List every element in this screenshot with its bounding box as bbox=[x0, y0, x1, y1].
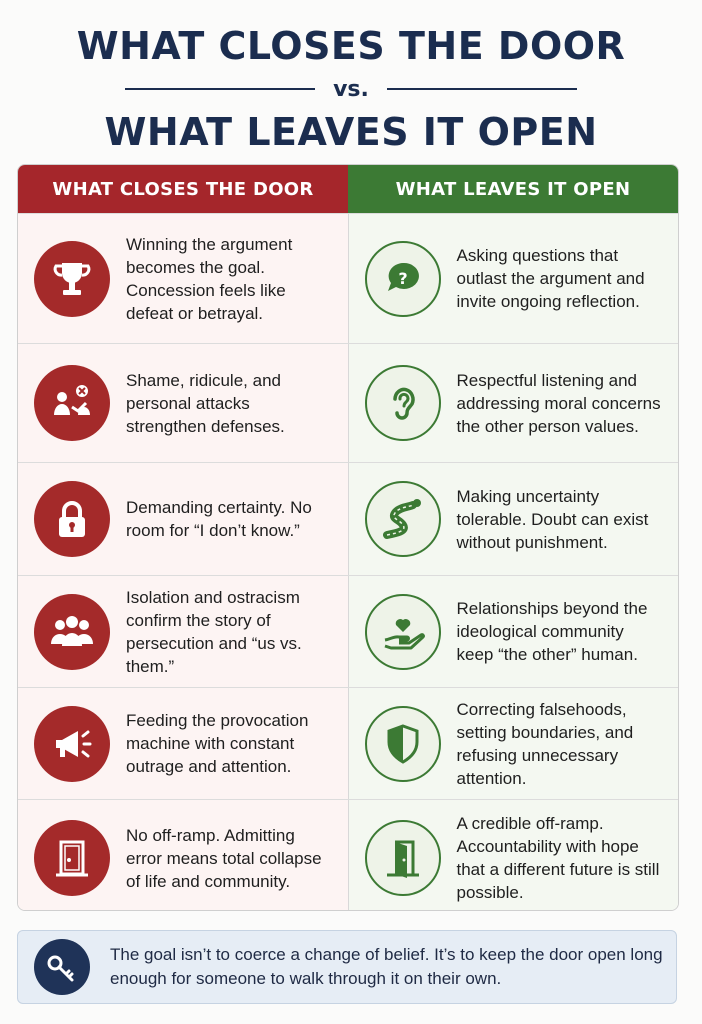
title-line-1: WHAT CLOSES THE DOOR bbox=[76, 24, 626, 68]
closes-text: Isolation and ostracism confirm the story of persecution and “us vs. them.” bbox=[126, 587, 302, 676]
closes-text: No off-ramp. Admitting error means total collapse of life and community. bbox=[126, 825, 322, 891]
open-door-icon bbox=[365, 820, 441, 896]
opens-cell bbox=[349, 463, 679, 575]
comparison-table bbox=[17, 164, 679, 911]
table-row bbox=[18, 687, 678, 799]
table-row bbox=[18, 462, 678, 575]
opens-text: Making uncertainty tolerable. Doubt can exist without punishment. bbox=[456, 486, 649, 552]
opens-cell bbox=[349, 344, 679, 462]
table-rows bbox=[18, 213, 678, 911]
table-row bbox=[18, 799, 678, 911]
opens-cell bbox=[349, 214, 679, 343]
opens-text: A credible off-ramp. Accountability with hope that a different future is still possible. bbox=[456, 814, 660, 902]
title-line-2: WHAT LEAVES IT OPEN bbox=[104, 110, 598, 154]
footer-callout bbox=[17, 930, 677, 1004]
closes-cell bbox=[18, 214, 349, 343]
closes-cell bbox=[18, 800, 349, 911]
table-header bbox=[18, 165, 678, 213]
divider-line-right bbox=[387, 88, 577, 90]
trophy-icon bbox=[34, 241, 110, 317]
divider-line-left bbox=[125, 88, 315, 90]
vs-divider bbox=[0, 74, 702, 104]
closes-cell bbox=[18, 344, 349, 462]
megaphone-icon bbox=[34, 706, 110, 782]
winding-road-icon bbox=[365, 481, 441, 557]
opens-text: Respectful listening and addressing moral concerns the other person values. bbox=[456, 370, 661, 436]
opens-text: Asking questions that outlast the argument and invite ongoing reflection. bbox=[456, 246, 645, 311]
closes-cell bbox=[18, 463, 349, 575]
heart-hand-icon bbox=[365, 594, 441, 670]
footer-text: The goal isn’t to coerce a change of belief. It’s to keep the door open long enough for someone to walk through it on their own. bbox=[110, 945, 663, 988]
closes-text: Winning the argument becomes the goal. Concession feels like defeat or betrayal. bbox=[126, 234, 293, 323]
table-row bbox=[18, 213, 678, 343]
question-bubble-icon bbox=[365, 241, 441, 317]
table-row bbox=[18, 343, 678, 462]
shield-icon bbox=[365, 706, 441, 782]
closes-text: Shame, ridicule, and personal attacks strengthen defenses. bbox=[126, 370, 285, 436]
group-icon bbox=[34, 594, 110, 670]
closes-cell bbox=[18, 576, 349, 687]
title-block bbox=[0, 18, 702, 160]
opens-text: Relationships beyond the ideological community keep “the other” human. bbox=[456, 599, 648, 664]
vs-label: vs. bbox=[333, 76, 369, 102]
opens-text: Correcting falsehoods, setting boundaries, and refusing unnecessary attention. bbox=[456, 699, 634, 788]
closes-text: Feeding the provocation machine with constant outrage and attention. bbox=[126, 711, 309, 776]
closes-cell bbox=[18, 688, 349, 799]
svg-text:?: ? bbox=[397, 268, 408, 288]
lock-icon bbox=[34, 481, 110, 557]
column-header-closes: WHAT CLOSES THE DOOR bbox=[18, 165, 348, 213]
opens-cell bbox=[349, 576, 679, 687]
opens-cell bbox=[349, 688, 679, 799]
closed-door-icon bbox=[34, 820, 110, 896]
column-header-opens: WHAT LEAVES IT OPEN bbox=[348, 165, 678, 213]
key-icon bbox=[34, 939, 90, 995]
conflict-people-icon bbox=[34, 365, 110, 441]
closes-text: Demanding certainty. No room for “I don’t know.” bbox=[126, 498, 312, 540]
opens-cell bbox=[349, 800, 679, 911]
table-row bbox=[18, 575, 678, 687]
ear-icon bbox=[365, 365, 441, 441]
